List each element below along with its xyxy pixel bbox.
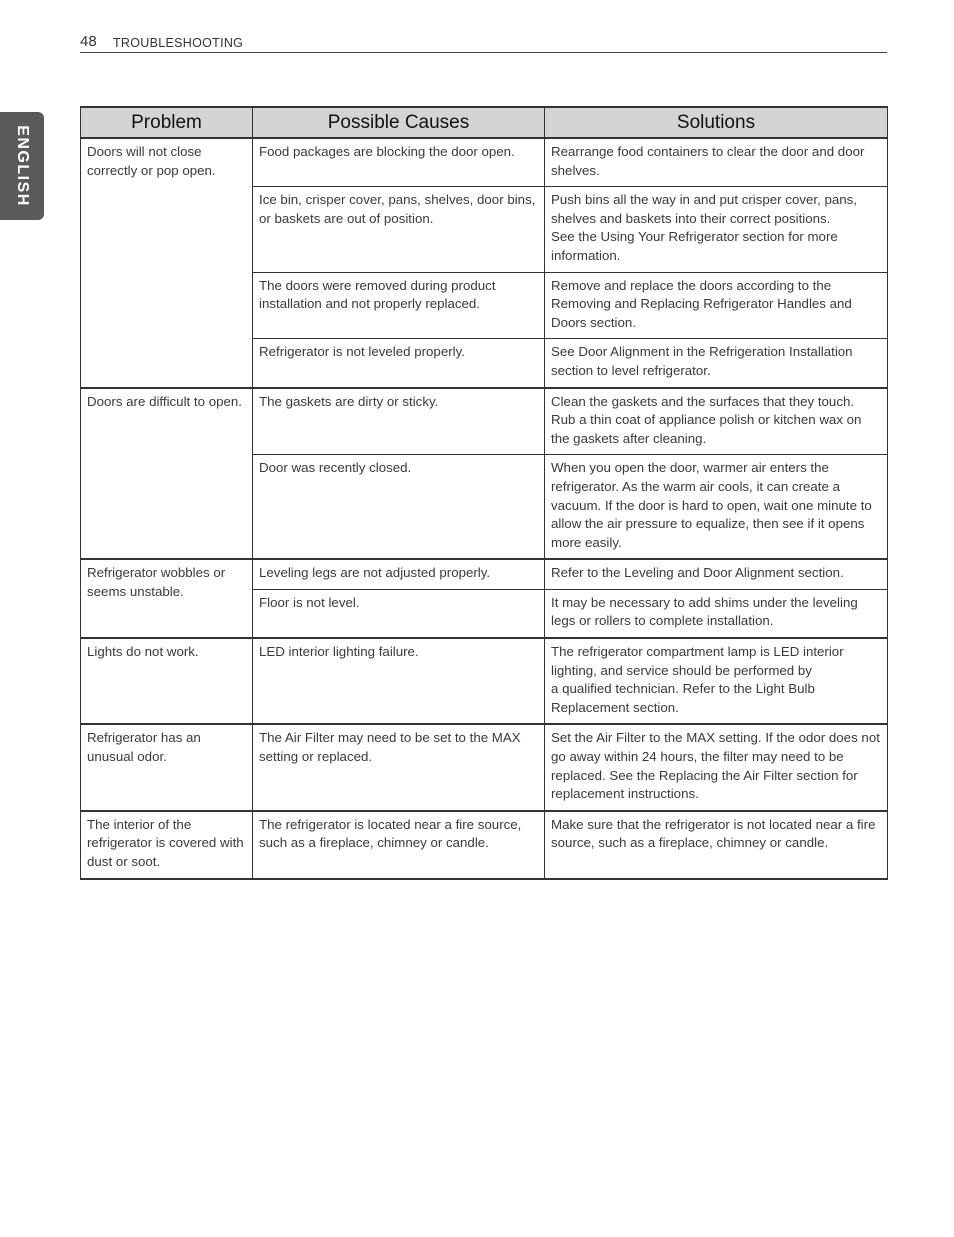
problem-cell: The interior of the refrigerator is covered with dust or soot. — [81, 811, 253, 879]
table-row — [81, 638, 888, 724]
problem-cell: Lights do not work. — [81, 638, 253, 724]
solution-cell: When you open the door, warmer air enters the refrigerator. As the warm air cools, it can create a vacuum. If the door is hard to open, wait one minute to allow the air pressure to equalize, then see if it opens more easily. — [545, 455, 888, 559]
cause-cell: The Air Filter may need to be set to the MAX setting or replaced. — [253, 724, 545, 810]
page-header — [80, 32, 887, 53]
cause-cell: LED interior lighting failure. — [253, 638, 545, 724]
cause-cell: The gaskets are dirty or sticky. — [253, 388, 545, 455]
table-row — [81, 388, 888, 455]
solution-text-extra: See the Using Your Refrigerator section for more information. — [551, 229, 838, 263]
solution-cell: Make sure that the refrigerator is not located near a fire source, such as a fireplace, chimney or candle. — [545, 811, 888, 879]
page-number: 48 — [80, 33, 97, 50]
solution-cell — [545, 638, 888, 724]
column-header-causes: Possible Causes — [253, 107, 545, 138]
solution-cell: Rearrange food containers to clear the door and door shelves. — [545, 138, 888, 187]
table-row — [81, 724, 888, 810]
cause-cell: Leveling legs are not adjusted properly. — [253, 559, 545, 589]
column-header-solutions: Solutions — [545, 107, 888, 138]
solution-cell: Remove and replace the doors according to the Removing and Replacing Refrigerator Handles and Doors section. — [545, 272, 888, 339]
troubleshooting-table — [80, 106, 888, 880]
solution-text-extra: a qualified technician. Refer to the Light Bulb Replacement section. — [551, 681, 815, 715]
table-row — [81, 138, 888, 187]
problem-cell: Refrigerator has an unusual odor. — [81, 724, 253, 810]
cause-cell: The refrigerator is located near a fire source, such as a fireplace, chimney or candle. — [253, 811, 545, 879]
table-row — [81, 811, 888, 879]
solution-cell: Set the Air Filter to the MAX setting. If the odor does not go away within 24 hours, the filter may need to be replaced. See the Replacing the Air Filter section for replacement instructions. — [545, 724, 888, 810]
solution-cell: Clean the gaskets and the surfaces that they touch. Rub a thin coat of appliance polish or kitchen wax on the gaskets after cleaning. — [545, 388, 888, 455]
table-row — [81, 559, 888, 589]
solution-text: The refrigerator compartment lamp is LED interior lighting, and service should be performed by — [551, 644, 844, 678]
cause-cell: Floor is not level. — [253, 589, 545, 638]
cause-cell: The doors were removed during product installation and not properly replaced. — [253, 272, 545, 339]
problem-cell: Refrigerator wobbles or seems unstable. — [81, 559, 253, 638]
language-tab-label: ENGLISH — [14, 125, 31, 207]
cause-cell: Food packages are blocking the door open. — [253, 138, 545, 187]
problem-cell: Doors are difficult to open. — [81, 388, 253, 560]
cause-cell: Ice bin, crisper cover, pans, shelves, door bins, or baskets are out of position. — [253, 187, 545, 272]
language-tab — [0, 112, 44, 220]
solution-cell: It may be necessary to add shims under the leveling legs or rollers to complete installation. — [545, 589, 888, 638]
cause-cell: Door was recently closed. — [253, 455, 545, 559]
table-header-row — [81, 107, 888, 138]
section-title: TROUBLESHOOTING — [113, 36, 244, 50]
solution-text: Push bins all the way in and put crisper cover, pans, shelves and baskets into their correct positions. — [551, 192, 857, 226]
problem-cell: Doors will not close correctly or pop open. — [81, 138, 253, 388]
column-header-problem: Problem — [81, 107, 253, 138]
solution-cell — [545, 187, 888, 272]
solution-cell: See Door Alignment in the Refrigeration Installation section to level refrigerator. — [545, 339, 888, 388]
cause-cell: Refrigerator is not leveled properly. — [253, 339, 545, 388]
solution-cell: Refer to the Leveling and Door Alignment section. — [545, 559, 888, 589]
